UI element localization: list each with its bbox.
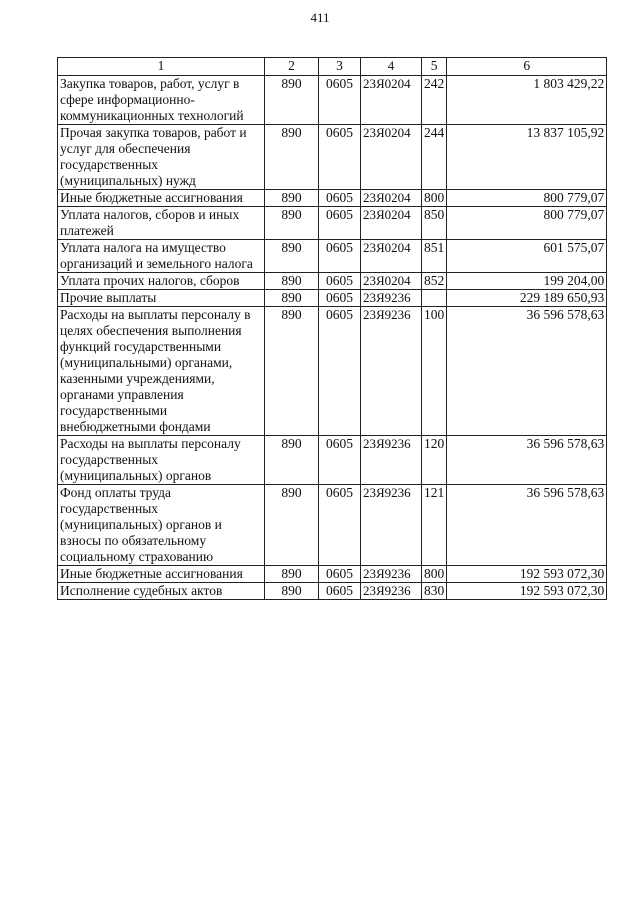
row-ved: 890	[265, 307, 319, 436]
row-vr: 800	[422, 190, 447, 207]
table-row	[58, 566, 607, 583]
row-name: Прочая закупка товаров, работ и услуг для обеспечения государственных (муниципальных) нужд	[58, 125, 265, 190]
row-name: Закупка товаров, работ, услуг в сфере информационно-коммуникационных технологий	[58, 76, 265, 125]
row-ved: 890	[265, 485, 319, 566]
row-vr: 851	[422, 240, 447, 273]
row-section: 0605	[319, 583, 361, 600]
row-ved: 890	[265, 190, 319, 207]
budget-table	[57, 57, 607, 600]
row-section: 0605	[319, 485, 361, 566]
row-name: Фонд оплаты труда государственных (муниципальных) органов и взносы по обязательному социальному страхованию	[58, 485, 265, 566]
table-row	[58, 436, 607, 485]
row-sum: 800 779,07	[447, 190, 607, 207]
row-csr: 23Я9236	[361, 290, 422, 307]
row-sum: 36 596 578,63	[447, 485, 607, 566]
table-row	[58, 190, 607, 207]
row-csr: 23Я0204	[361, 240, 422, 273]
row-sum: 13 837 105,92	[447, 125, 607, 190]
row-sum: 601 575,07	[447, 240, 607, 273]
row-name: Расходы на выплаты персоналу в целях обеспечения выполнения функций государственными (муниципальными) органами, казенными учреждениями, органами управления государственными внебюджетными фондами	[58, 307, 265, 436]
row-ved: 890	[265, 76, 319, 125]
row-section: 0605	[319, 566, 361, 583]
row-ved: 890	[265, 240, 319, 273]
table-row	[58, 125, 607, 190]
row-vr: 830	[422, 583, 447, 600]
row-vr: 244	[422, 125, 447, 190]
table-row	[58, 485, 607, 566]
row-name: Расходы на выплаты персоналу государственных (муниципальных) органов	[58, 436, 265, 485]
table-row	[58, 240, 607, 273]
row-name: Исполнение судебных актов	[58, 583, 265, 600]
column-header: 1	[58, 58, 265, 76]
row-name: Иные бюджетные ассигнования	[58, 566, 265, 583]
table-row	[58, 76, 607, 125]
row-name: Уплата прочих налогов, сборов	[58, 273, 265, 290]
row-section: 0605	[319, 125, 361, 190]
row-vr: 850	[422, 207, 447, 240]
row-sum: 229 189 650,93	[447, 290, 607, 307]
row-csr: 23Я9236	[361, 436, 422, 485]
row-csr: 23Я0204	[361, 207, 422, 240]
row-ved: 890	[265, 125, 319, 190]
row-ved: 890	[265, 273, 319, 290]
row-ved: 890	[265, 207, 319, 240]
table-header-row	[58, 58, 607, 76]
table-row	[58, 307, 607, 436]
column-header: 4	[361, 58, 422, 76]
row-sum: 800 779,07	[447, 207, 607, 240]
row-ved: 890	[265, 583, 319, 600]
table-row	[58, 207, 607, 240]
row-sum: 192 593 072,30	[447, 583, 607, 600]
row-sum: 199 204,00	[447, 273, 607, 290]
row-vr: 852	[422, 273, 447, 290]
row-section: 0605	[319, 207, 361, 240]
row-csr: 23Я9236	[361, 307, 422, 436]
row-vr: 121	[422, 485, 447, 566]
table-row	[58, 273, 607, 290]
row-name: Уплата налога на имущество организаций и земельного налога	[58, 240, 265, 273]
row-name: Иные бюджетные ассигнования	[58, 190, 265, 207]
row-ved: 890	[265, 436, 319, 485]
column-header: 2	[265, 58, 319, 76]
table-row	[58, 290, 607, 307]
row-ved: 890	[265, 290, 319, 307]
row-name: Уплата налогов, сборов и иных платежей	[58, 207, 265, 240]
row-sum: 1 803 429,22	[447, 76, 607, 125]
row-vr	[422, 290, 447, 307]
row-csr: 23Я0204	[361, 125, 422, 190]
row-csr: 23Я9236	[361, 485, 422, 566]
row-section: 0605	[319, 436, 361, 485]
row-sum: 192 593 072,30	[447, 566, 607, 583]
row-vr: 120	[422, 436, 447, 485]
table-row	[58, 583, 607, 600]
row-vr: 800	[422, 566, 447, 583]
row-csr: 23Я0204	[361, 190, 422, 207]
row-section: 0605	[319, 76, 361, 125]
row-csr: 23Я0204	[361, 76, 422, 125]
row-name: Прочие выплаты	[58, 290, 265, 307]
row-sum: 36 596 578,63	[447, 307, 607, 436]
row-ved: 890	[265, 566, 319, 583]
row-csr: 23Я9236	[361, 566, 422, 583]
row-vr: 100	[422, 307, 447, 436]
row-section: 0605	[319, 240, 361, 273]
row-section: 0605	[319, 273, 361, 290]
column-header: 3	[319, 58, 361, 76]
column-header: 5	[422, 58, 447, 76]
row-section: 0605	[319, 190, 361, 207]
row-section: 0605	[319, 307, 361, 436]
row-section: 0605	[319, 290, 361, 307]
row-csr: 23Я9236	[361, 583, 422, 600]
row-sum: 36 596 578,63	[447, 436, 607, 485]
row-csr: 23Я0204	[361, 273, 422, 290]
page-number: 411	[310, 10, 330, 25]
row-vr: 242	[422, 76, 447, 125]
column-header: 6	[447, 58, 607, 76]
